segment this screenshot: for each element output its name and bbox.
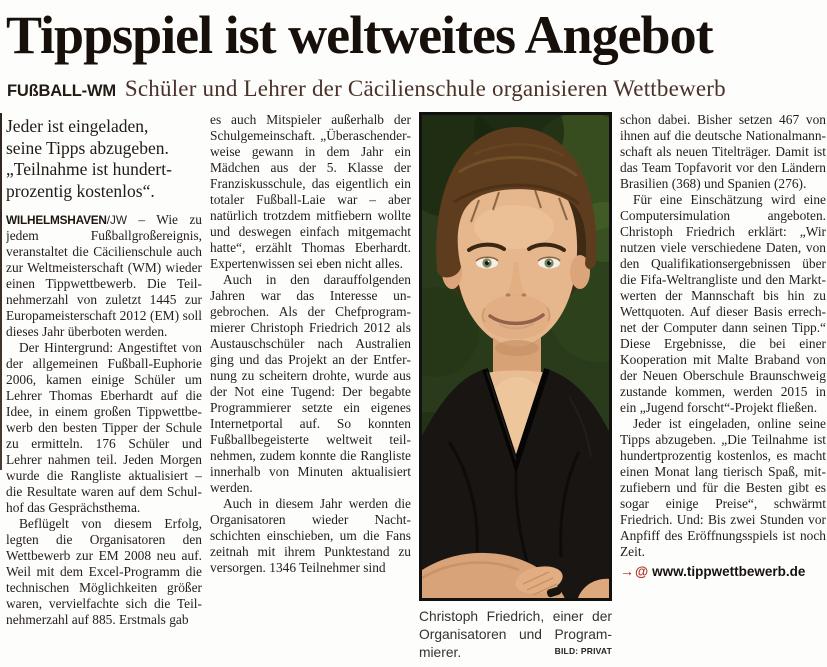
kicker-row	[7, 76, 726, 102]
paragraph: schon dabei. Bisher setzen 467 von ihnen auf die deutsche Nationalmannschaft als neuen Titelträger. Damit ist das Team Topfavorit vor den Ländern Brasilien (368) und Spanien (276).	[620, 112, 826, 191]
paragraph: Beflügelt von diesem Erfolg, legten die Organisatoren den Wettbewerb zur EM 2008 neu auf. Weil mit dem Excel-Programm die technischen Möglichkeiten größer waren, vervielfachte sich die Teilnehmerzahl auf 885. Erstmals gab	[6, 516, 202, 627]
photo-caption	[419, 608, 612, 662]
headline: Tippspiel ist weltweites Angebot	[6, 5, 713, 65]
paragraph-text: – Wie zu jedem Fußballgroßereignis, veranstaltet die Cäcilienschule auch zur Weltmeisterschaft (WM) wieder einen Tippwettbewerb. Die Teilnehmerzahl von zuletzt 1445 zur Europameisterschaft 2012 (EM) soll dieses Jahr überboten werden.	[6, 212, 202, 339]
lead-paragraph	[6, 116, 202, 202]
article-column-1	[6, 112, 202, 667]
url-text: www.tippwettbewerb.de	[652, 564, 806, 579]
article-column-4	[620, 112, 826, 667]
article-body	[6, 112, 826, 667]
paragraph: Der Hintergrund: Angestiftet von der allgemeinen Fußball-Euphorie 2006, kamen einige Schüler um Lehrer Thomas Eberhardt auf die Idee, in einem großen Tippwettbewerb den besten Tipper der Schule zu ermitteln. 176 Schüler und Lehrer nahmen teil. Jeden Morgen wurde die Rangliste aktualisiert – die Resultate waren auf dem Schulhof das Gesprächsthema.	[6, 340, 202, 515]
lead-line: prozentig kostenlos“.	[6, 180, 155, 201]
lead-line: Jeder ist eingeladen,	[6, 116, 149, 136]
subheadline: Schüler und Lehrer der Cäcilienschule organisieren Wettbewerb	[124, 76, 726, 101]
paragraph: Für eine Einschätzung wird eine Computersimulation angeboten. Christoph Friedrich erklärt: „Wir nutzen viele verschiedene Daten, von den Qualifikationsergebnissen über die Fifa-Weltrangliste und den Marktwerten der Mannschaft bis hin zu Wettquoten. Auf dieser Basis errechnet der Computer dann seinen Tipp.“ Diese Ergebnisse, die bei einer Kooperation mit Malte Braband von der Neuen Oberschule Braunschweig zustande kommen, werden 2015 in ein „Jugend forscht“-Projekt fließen.	[620, 192, 826, 415]
lead-line: „Teilnahme ist hundert-	[6, 159, 172, 179]
paragraph: Auch in den darauffolgenden Jahren war das Interesse ungebrochen. Als der Chefprogrammierer Christoph Friedrich 2012 als Austauschschüler nach Australien ging und das Projekt an der Entfernung zu scheitern drohte, wurde aus der Not eine Tugend: Der begabte Programmierer setzte ein eigenes Internetportal auf. So konnten Fußballbegeisterte weltweit teilnehmen, zudem konnte die Rangliste innerhalb von Minuten aktualisiert werden.	[210, 272, 411, 495]
lead-line: seine Tipps abzugeben.	[6, 137, 169, 158]
portrait-photo-figure	[419, 112, 612, 601]
portrait-photo	[419, 112, 612, 601]
dateline: WILHELMSHAVEN	[6, 213, 107, 227]
dateline-credit: /JW	[106, 213, 128, 227]
paragraph	[6, 212, 202, 340]
photo-credit: BILD: PRIVAT	[550, 642, 612, 660]
photo-caption-text: Christoph Friedrich, einer der Organisatoren und Programmierer.	[419, 609, 612, 660]
paragraph: Jeder ist eingeladen, online seine Tipps abzugeben. „Die Teilnahme ist hundertprozentig kostenlos, es macht einen Monat lang tierisch Spaß, mitzufiebern und für die Besten gibt es sogar einige Preise“, schwärmt Friedrich. Und: Bis zwei Stunden vor Anpfiff des Eröffnungsspiels ist noch Zeit.	[620, 416, 826, 559]
kicker-label: FUßBALL-WM	[7, 82, 116, 100]
left-edge-rule	[0, 113, 2, 470]
paragraph: Auch in diesem Jahr werden die Organisatoren wieder Nachtschichten einschieben, um die Fans zeitnah mit ihrem Punktestand zu versorgen. 1346 Teilnehmer sind	[210, 496, 411, 575]
paragraph: es auch Mitspieler außerhalb der Schulgemeinschaft. „Überaschenderweise gewann in dem Jahr ein Mädchen aus der 5. Klasse der Franziskusschule, das eigentlich ein totaler Fußball-Laie war – aber natürlich trotzdem mitfiebern wollte und deswegen einfach mitgemacht hatte“, erzählt Thomas Eberhardt. Expertenwissen sei eben nicht alles.	[210, 112, 411, 271]
photo-column	[419, 112, 612, 667]
at-sign-icon: @	[635, 564, 649, 579]
website-link	[620, 563, 826, 579]
arrow-right-icon: →	[620, 563, 634, 579]
article-column-2	[210, 112, 411, 667]
